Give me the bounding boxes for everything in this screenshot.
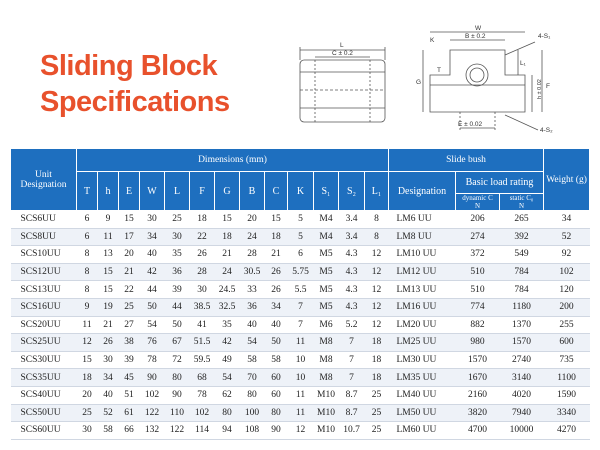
table-cell: 120 — [544, 281, 590, 299]
table-cell: 12 — [365, 246, 389, 264]
table-cell: 12 — [365, 263, 389, 281]
table-cell: 25 — [119, 298, 140, 316]
table-cell: SCS12UU — [11, 263, 77, 281]
table-cell: 13 — [98, 246, 119, 264]
table-cell: 110 — [165, 404, 190, 422]
table-cell: 20 — [119, 246, 140, 264]
table-cell: 44 — [165, 298, 190, 316]
table-cell: 51 — [119, 386, 140, 404]
table-cell: 66 — [119, 422, 140, 440]
table-cell: 20 — [77, 386, 98, 404]
table-cell: M6 — [314, 316, 339, 334]
header-dim-col: K — [288, 172, 314, 211]
table-cell: 265 — [500, 211, 544, 229]
table-cell: 11 — [288, 386, 314, 404]
table-cell: 18 — [365, 351, 389, 369]
table-cell: 18 — [77, 369, 98, 387]
table-cell: 72 — [165, 351, 190, 369]
header-dim-col: L — [165, 172, 190, 211]
table-cell: 80 — [265, 404, 288, 422]
table-cell: 40 — [265, 316, 288, 334]
dim-G: G — [416, 79, 422, 86]
table-cell: 114 — [190, 422, 215, 440]
table-cell: 5.5 — [288, 281, 314, 299]
table-cell: 10 — [288, 351, 314, 369]
table-cell: 59.5 — [190, 351, 215, 369]
table-cell: 90 — [165, 386, 190, 404]
table-cell: 26 — [265, 281, 288, 299]
side-view — [300, 42, 385, 122]
table-cell: 21 — [265, 246, 288, 264]
table-cell: 12 — [77, 334, 98, 352]
table-cell: 4.3 — [339, 246, 365, 264]
table-cell: 392 — [500, 228, 544, 246]
page-title — [40, 48, 270, 120]
table-cell: 80 — [240, 386, 265, 404]
table-cell: 70 — [240, 369, 265, 387]
table-cell: 11 — [288, 404, 314, 422]
table-cell: 61 — [119, 404, 140, 422]
header-slide-bush: Slide bush — [389, 149, 544, 172]
header-static: static C₀ N — [500, 194, 544, 211]
table-row — [11, 334, 590, 352]
table-cell: 30 — [98, 351, 119, 369]
table-cell: M10 — [314, 422, 339, 440]
table-cell: 1670 — [456, 369, 500, 387]
table-cell: 15 — [98, 281, 119, 299]
table-cell: 4.3 — [339, 263, 365, 281]
dim-h: h ± 0.02 — [537, 79, 543, 99]
table-row — [11, 211, 590, 229]
table-cell: LM40 UU — [389, 386, 456, 404]
dim-E: E ± 0.02 — [458, 121, 483, 128]
table-cell: 15 — [98, 263, 119, 281]
table-cell: 6 — [77, 211, 98, 229]
title-line-2: Specifications — [40, 86, 230, 118]
table-cell: SCS25UU — [11, 334, 77, 352]
table-cell: 35 — [215, 316, 240, 334]
table-row — [11, 351, 590, 369]
table-cell: 10 — [288, 369, 314, 387]
table-cell: 15 — [265, 211, 288, 229]
table-cell: 25 — [365, 386, 389, 404]
table-cell: 11 — [98, 228, 119, 246]
table-cell: 25 — [365, 422, 389, 440]
header-designation: Designation — [389, 172, 456, 211]
table-row — [11, 263, 590, 281]
table-cell: 8.7 — [339, 404, 365, 422]
dim-S2: 4-S₂ — [540, 127, 553, 134]
table-cell: 21 — [215, 246, 240, 264]
table-cell: 15 — [77, 351, 98, 369]
table-cell: 9 — [98, 211, 119, 229]
table-cell: 22 — [190, 228, 215, 246]
table-cell: 3.4 — [339, 211, 365, 229]
table-cell: 18 — [190, 211, 215, 229]
header-dynamic: dynamic C N — [456, 194, 500, 211]
table-row — [11, 369, 590, 387]
table-cell: 58 — [98, 422, 119, 440]
table-cell: 52 — [544, 228, 590, 246]
table-cell: 1370 — [500, 316, 544, 334]
spec-table — [10, 148, 590, 440]
table-cell: 90 — [265, 422, 288, 440]
table-cell: 7940 — [500, 404, 544, 422]
dim-C: C ± 0.2 — [332, 50, 353, 57]
table-cell: 4020 — [500, 386, 544, 404]
table-cell: M8 — [314, 334, 339, 352]
table-cell: M8 — [314, 351, 339, 369]
table-cell: 40 — [98, 386, 119, 404]
table-cell: 92 — [544, 246, 590, 264]
table-cell: SCS10UU — [11, 246, 77, 264]
table-cell: 30 — [77, 422, 98, 440]
table-cell: 8 — [365, 211, 389, 229]
dim-B: B ± 0.2 — [465, 33, 486, 40]
table-cell: SCS8UU — [11, 228, 77, 246]
header-basic-load-rating: Basic load rating — [456, 172, 544, 194]
table-cell: 30.5 — [240, 263, 265, 281]
table-cell: 17 — [119, 228, 140, 246]
table-cell: 22 — [119, 281, 140, 299]
title-line-1: Sliding Block — [40, 50, 218, 82]
header-dim-col: L₁ — [365, 172, 389, 211]
table-cell: 58 — [265, 351, 288, 369]
table-cell: SCS40UU — [11, 386, 77, 404]
table-cell: 34 — [265, 298, 288, 316]
table-cell: 78 — [190, 386, 215, 404]
table-cell: M5 — [314, 281, 339, 299]
table-row — [11, 422, 590, 440]
table-cell: 549 — [500, 246, 544, 264]
table-cell: 52 — [98, 404, 119, 422]
table-cell: 4700 — [456, 422, 500, 440]
table-cell: 11 — [77, 316, 98, 334]
table-cell: 25 — [365, 404, 389, 422]
table-cell: 26 — [190, 246, 215, 264]
table-cell: LM8 UU — [389, 228, 456, 246]
table-row — [11, 298, 590, 316]
table-cell: 6 — [77, 228, 98, 246]
table-cell: 2740 — [500, 351, 544, 369]
spec-table-body — [11, 211, 590, 440]
table-cell: LM50 UU — [389, 404, 456, 422]
table-cell: 100 — [240, 404, 265, 422]
table-cell: 24 — [240, 228, 265, 246]
table-cell: 7 — [339, 369, 365, 387]
table-row — [11, 386, 590, 404]
table-cell: 132 — [140, 422, 165, 440]
table-cell: 28 — [190, 263, 215, 281]
table-cell: 9 — [77, 298, 98, 316]
table-cell: 80 — [165, 369, 190, 387]
front-view — [416, 25, 553, 134]
table-cell: 38 — [119, 334, 140, 352]
table-cell: 30 — [190, 281, 215, 299]
table-cell: 5.2 — [339, 316, 365, 334]
table-cell: 19 — [98, 298, 119, 316]
table-cell: 39 — [119, 351, 140, 369]
table-cell: SCS13UU — [11, 281, 77, 299]
table-cell: 882 — [456, 316, 500, 334]
table-cell: 12 — [365, 298, 389, 316]
table-cell: 36 — [165, 263, 190, 281]
dim-L: L — [340, 42, 344, 49]
table-cell: 1590 — [544, 386, 590, 404]
table-cell: 35 — [165, 246, 190, 264]
table-cell: 40 — [140, 246, 165, 264]
table-cell: 39 — [165, 281, 190, 299]
table-cell: 5.75 — [288, 263, 314, 281]
table-cell: 784 — [500, 281, 544, 299]
table-cell: 8 — [77, 246, 98, 264]
table-cell: 10.7 — [339, 422, 365, 440]
table-cell: 68 — [190, 369, 215, 387]
table-cell: LM25 UU — [389, 334, 456, 352]
table-cell: 122 — [165, 422, 190, 440]
table-cell: 25 — [165, 211, 190, 229]
table-cell: M5 — [314, 298, 339, 316]
table-cell: LM16 UU — [389, 298, 456, 316]
table-cell: LM20 UU — [389, 316, 456, 334]
dim-S1: 4-S₁ — [538, 33, 551, 40]
table-cell: 15 — [215, 211, 240, 229]
table-cell: 8 — [77, 263, 98, 281]
table-cell: 24.5 — [215, 281, 240, 299]
table-cell: 10000 — [500, 422, 544, 440]
table-cell: 3340 — [544, 404, 590, 422]
table-cell: M8 — [314, 369, 339, 387]
table-cell: 50 — [165, 316, 190, 334]
table-cell: 18 — [365, 334, 389, 352]
table-cell: 21 — [119, 263, 140, 281]
table-cell: LM10 UU — [389, 246, 456, 264]
table-cell: SCS35UU — [11, 369, 77, 387]
table-cell: 1570 — [500, 334, 544, 352]
header-dim-col: h — [98, 172, 119, 211]
table-cell: 7 — [339, 334, 365, 352]
table-cell: 45 — [119, 369, 140, 387]
dim-L1: L₁ — [520, 60, 526, 67]
table-cell: M4 — [314, 211, 339, 229]
table-cell: 30 — [140, 211, 165, 229]
table-cell: 80 — [215, 404, 240, 422]
table-cell: SCS20UU — [11, 316, 77, 334]
table-row — [11, 281, 590, 299]
table-cell: 42 — [215, 334, 240, 352]
table-cell: 3.4 — [339, 228, 365, 246]
table-cell: 5 — [288, 211, 314, 229]
table-cell: M5 — [314, 246, 339, 264]
table-cell: 510 — [456, 263, 500, 281]
table-cell: 102 — [190, 404, 215, 422]
table-row — [11, 228, 590, 246]
table-cell: 255 — [544, 316, 590, 334]
table-cell: 108 — [240, 422, 265, 440]
header-dimensions: Dimensions (mm) — [77, 149, 389, 172]
table-cell: 980 — [456, 334, 500, 352]
table-cell: 26 — [98, 334, 119, 352]
table-cell: SCS16UU — [11, 298, 77, 316]
header-weight: Weight (g) — [544, 149, 590, 211]
table-cell: 34 — [98, 369, 119, 387]
table-cell: 600 — [544, 334, 590, 352]
table-cell: 274 — [456, 228, 500, 246]
table-cell: 40 — [240, 316, 265, 334]
table-cell: 32.5 — [215, 298, 240, 316]
table-cell: LM30 UU — [389, 351, 456, 369]
table-cell: M4 — [314, 228, 339, 246]
header-dim-col: E — [119, 172, 140, 211]
table-cell: 102 — [544, 263, 590, 281]
table-cell: 3140 — [500, 369, 544, 387]
table-cell: 90 — [140, 369, 165, 387]
table-cell: 38.5 — [190, 298, 215, 316]
table-cell: 58 — [240, 351, 265, 369]
table-cell: 4.3 — [339, 281, 365, 299]
table-cell: 774 — [456, 298, 500, 316]
table-cell: 44 — [140, 281, 165, 299]
table-cell: 50 — [265, 334, 288, 352]
table-cell: 784 — [500, 263, 544, 281]
header-dim-col: B — [240, 172, 265, 211]
table-cell: 4.3 — [339, 298, 365, 316]
table-cell: 6 — [288, 246, 314, 264]
header-dim-col: W — [140, 172, 165, 211]
dim-T: T — [437, 67, 441, 74]
table-cell: 34 — [140, 228, 165, 246]
table-cell: 51.5 — [190, 334, 215, 352]
table-cell: 7 — [288, 316, 314, 334]
table-cell: 2160 — [456, 386, 500, 404]
table-cell: 28 — [240, 246, 265, 264]
table-cell: 12 — [288, 422, 314, 440]
table-row — [11, 316, 590, 334]
table-cell: 94 — [215, 422, 240, 440]
table-cell: 34 — [544, 211, 590, 229]
table-cell: 18 — [215, 228, 240, 246]
table-cell: 11 — [288, 334, 314, 352]
table-cell: 60 — [265, 386, 288, 404]
table-cell: 42 — [140, 263, 165, 281]
table-cell: 15 — [119, 211, 140, 229]
table-cell: 7 — [339, 351, 365, 369]
table-cell: 102 — [140, 386, 165, 404]
header-dim-col: S₁ — [314, 172, 339, 211]
table-cell: 8 — [365, 228, 389, 246]
table-cell: 5 — [288, 228, 314, 246]
table-cell: 49 — [215, 351, 240, 369]
table-cell: 1100 — [544, 369, 590, 387]
table-cell: 20 — [240, 211, 265, 229]
header-dim-col: F — [190, 172, 215, 211]
table-cell: 62 — [215, 386, 240, 404]
table-cell: 24 — [215, 263, 240, 281]
table-cell: 54 — [240, 334, 265, 352]
header-dim-col: C — [265, 172, 288, 211]
dim-F: F — [546, 83, 550, 90]
table-cell: LM35 UU — [389, 369, 456, 387]
table-cell: 12 — [365, 281, 389, 299]
table-cell: 510 — [456, 281, 500, 299]
table-cell: 206 — [456, 211, 500, 229]
table-cell: 3820 — [456, 404, 500, 422]
dim-W: W — [475, 25, 482, 32]
table-cell: 60 — [265, 369, 288, 387]
table-cell: 1570 — [456, 351, 500, 369]
table-row — [11, 404, 590, 422]
table-cell: 33 — [240, 281, 265, 299]
table-cell: 8.7 — [339, 386, 365, 404]
table-cell: 21 — [98, 316, 119, 334]
table-cell: 122 — [140, 404, 165, 422]
technical-drawing — [280, 20, 600, 140]
table-cell: SCS60UU — [11, 422, 77, 440]
header-dim-col: S₂ — [339, 172, 365, 211]
table-cell: LM6 UU — [389, 211, 456, 229]
table-cell: 67 — [165, 334, 190, 352]
table-cell: M10 — [314, 404, 339, 422]
table-cell: 4270 — [544, 422, 590, 440]
table-cell: SCS30UU — [11, 351, 77, 369]
table-cell: SCS6UU — [11, 211, 77, 229]
table-cell: 372 — [456, 246, 500, 264]
table-cell: 1180 — [500, 298, 544, 316]
table-cell: 200 — [544, 298, 590, 316]
table-cell: 78 — [140, 351, 165, 369]
table-row — [11, 246, 590, 264]
table-cell: 54 — [215, 369, 240, 387]
table-cell: M5 — [314, 263, 339, 281]
header-dim-col: G — [215, 172, 240, 211]
table-cell: 30 — [165, 228, 190, 246]
header-dim-col: T — [77, 172, 98, 211]
table-cell: 76 — [140, 334, 165, 352]
table-cell: 25 — [77, 404, 98, 422]
table-cell: 18 — [265, 228, 288, 246]
table-cell: SCS50UU — [11, 404, 77, 422]
table-cell: 41 — [190, 316, 215, 334]
table-cell: LM12 UU — [389, 263, 456, 281]
table-cell: 50 — [140, 298, 165, 316]
table-cell: M10 — [314, 386, 339, 404]
table-cell: 18 — [365, 369, 389, 387]
table-cell: 12 — [365, 316, 389, 334]
dim-K: K — [430, 37, 435, 44]
header-unit-designation: Unit Designation — [11, 149, 77, 211]
table-cell: 54 — [140, 316, 165, 334]
table-cell: LM13 UU — [389, 281, 456, 299]
table-cell: 735 — [544, 351, 590, 369]
table-cell: LM60 UU — [389, 422, 456, 440]
table-cell: 7 — [288, 298, 314, 316]
table-cell: 8 — [77, 281, 98, 299]
table-cell: 27 — [119, 316, 140, 334]
table-cell: 36 — [240, 298, 265, 316]
table-cell: 26 — [265, 263, 288, 281]
